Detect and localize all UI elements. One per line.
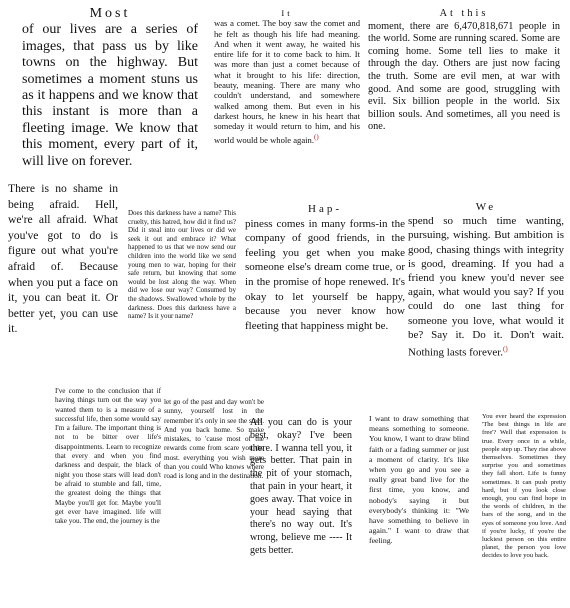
- passage-text: You ever heard the expression 'The best things in life are free'? Well that expression is true. Every once in a while, people step up. They rise above themselves. Sometimes they surprise you and sometimes they fall short. Life is funny sometimes. It can push pretty hard, but if you look close enough, you can find hope in the words of children, in the bars of the song, and in the eyes of someone you love. And if you're lucky, if you're the luckiest person on this entire planet, the person you love decides to love you back.: [482, 413, 566, 560]
- passage-it-gets-better: [250, 417, 352, 558]
- passage-heading: Hap-: [308, 203, 342, 215]
- passage-text: of our lives are a series of images, that pass us by like towns on the highway. But sometimes a moment stuns us as it happens and we know that this instant is more than a fleeting image. We know that this moment, every part of it, will live on forever.: [22, 22, 198, 169]
- passage-conclusion-left: [55, 387, 161, 526]
- passage-comet: [214, 8, 360, 145]
- passage-conclusion-right: [164, 398, 264, 482]
- passage-heading: Most: [89, 6, 131, 21]
- passage-best-things-free: [482, 413, 566, 561]
- passage-text: There is no shame in being afraid. Hell, we're all afraid. What you've got to do is figure out what you're afraid of. Because when you put a face on it, you can beat it. Or better yet, you can use it.: [8, 182, 118, 336]
- passage-text: All you can do is your best, okay? I've been there. I wanna tell you, it gets better. That pain in the pit of your stomach, that pain in your heart, it goes away. That voice in your head saying that there's no way out. It's wrong, believe me ---- It gets better.: [250, 417, 352, 556]
- passage-text: Does this darkness have a name? This cruelty, this hatred, how did it find us? Did it steal into our lives or did we seek it out and embrace it? What happened to us that we now send our children into the world like we send young men to war, hoping for their safe return, but knowing that some would be lost along the way. When did we lose our way? Consumed by the shadows. Swallowed whole by the darkness. Does this darkness have a name? Is it your name?: [128, 209, 236, 321]
- passage-heading: We: [475, 201, 497, 213]
- footnote-mark: (): [503, 345, 508, 354]
- passage-nothing-lasts: [408, 200, 564, 360]
- passage-text: piness comes in many forms-in the company of good friends, in the feeling you get when you make someone else's dream come true, or in the promise of hope renewed. It's okay to let yourself be happy, because you never know how fleeting that happiness might be.: [245, 217, 405, 332]
- passage-six-billion: [368, 8, 560, 134]
- passage-text: I've come to the conclusion that if having things turn out the way you wanted them to is a measure of a successful life, then some would say I'm a failure. The important thing is not to be bitter over life's disappointments. Learn to recognize that every and when you find darkness and despair, the black of night you those stars will lead don't be afraid to stumble and fall, time, the greatest doing the things that Maybe you'll get for. Maybe you'll get ever have imagined. life will take you. The end, the journey is the: [55, 387, 161, 526]
- passage-text: was a comet. The boy saw the comet and he felt as though his life had meaning. And when it went away, he waited his entire life for it to come back to him. It was more than just a comet because of what it brought to his life: direction, beauty, meaning. There are many who couldn't understand, and somewhere walked among them. But even in his darkest hours, he knew in his heart that someday it would return to him, and his world would be whole again.: [214, 18, 360, 145]
- passage-no-shame: [8, 181, 118, 337]
- passage-draw-something: [369, 414, 469, 547]
- passage-heading: It: [281, 8, 293, 18]
- passage-text: I want to draw something that means something to someone. You know, I want to draw blind faith or a fading summer or just a moment of clarity. It's like when you go and you see a really great band live for the first time, you know, and nobody's saying it but everybody's thinking it: "We have something to believe in again." I want to draw that feeling.: [369, 414, 469, 546]
- footnote-mark: (): [314, 132, 319, 141]
- passage-text: let go of the past and day won't be sunny, yourself lost in the remember it's only in see the stars. And you back home. So make mistakes, to 'cause most of the rewards come from scare you the most. everything you wish more than you could Who knows where road is long and in the destination.: [164, 398, 264, 481]
- passage-most-of-our-lives: [22, 6, 198, 170]
- passage-text: spend so much time wanting, pursuing, wishing. But ambition is good, chasing things with integrity is good, dreaming. If you had a friend you knew you'd never see again, what would you say? If you could do one last thing for someone you love, what would it be? Say it. Do it. Don't wait. Nothing lasts forever.: [408, 215, 564, 359]
- passage-heading: At this: [439, 8, 489, 19]
- passage-happiness: [245, 202, 405, 333]
- passage-text: moment, there are 6,470,818,671 people in the world. Some are running scared. Some are coming home. Some tell lies to make it through the day. Others are just now facing the truth. Some are evil men, at war with good. And some are good, struggling with evil. Six billion people in the world. Six billion souls. And sometimes, all you need is one.: [368, 20, 560, 133]
- passage-darkness-name: [128, 209, 236, 321]
